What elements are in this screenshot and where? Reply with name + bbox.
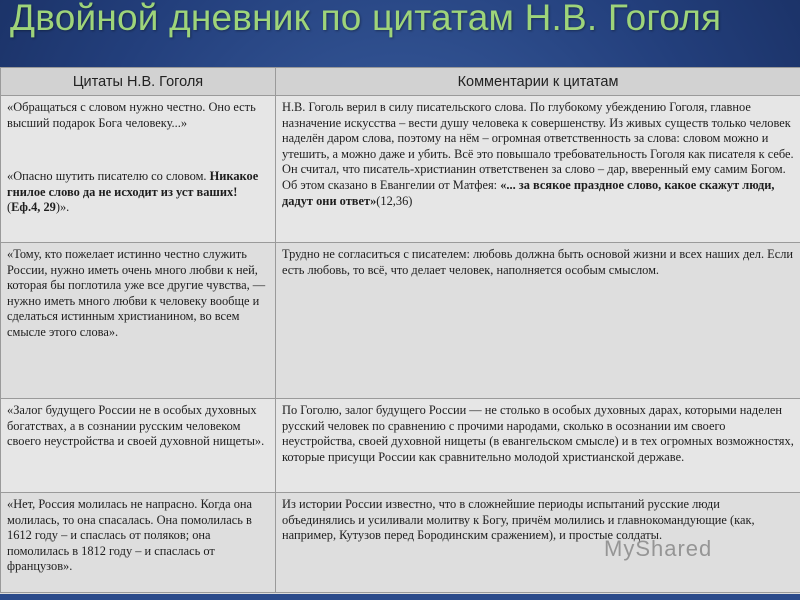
comment-text: Н.В. Гоголь верил в силу писательского слова. По глубокому убеждению Гоголя, главное назначение искусства – вести душу человека к совершенству. Из живых существ только человек наделён даром слова, поэтому на нём – огромная ответственность за слова: словом можно и утешить, а можно даже и убить. Всё это повышало требовательность Гоголя как писателя к себе. Он считал, что писатель-христианин ответственен за слово – дар, вверенный ему самим Богом. Об этом сказано в Евангелии от Матфея: bbox=[282, 100, 794, 192]
table-row bbox=[1, 96, 800, 243]
comment-text: По Гоголю, залог будущего России — не столько в особых духовных дарах, которыми наделен русский человек по сравнению с прочими народами, сколько в осознании им своего неустройства, своей духовной нищеты (в евангельском смысле) и в тех огромных возможностях, которые присущи России как сравнительно молодой христианской державе. bbox=[282, 403, 794, 464]
quote-text: «Нет, Россия молилась не напрасно. Когда она молилась, то она спасалась. Она помолилась в 1612 году – и спаслась от поляков; она помолилась в 1812 году – и спаслась от французов». bbox=[7, 497, 253, 574]
quote-cell bbox=[1, 96, 276, 243]
quote-text: «Обращаться с словом нужно честно. Оно есть высший подарок Бога человеку...» bbox=[7, 100, 256, 130]
quotes-table bbox=[0, 67, 800, 593]
quote-cell bbox=[1, 399, 276, 493]
table-row bbox=[1, 243, 800, 399]
quote-cell bbox=[1, 493, 276, 593]
quote-text: )». bbox=[55, 200, 70, 215]
comment-cell bbox=[276, 243, 800, 399]
quotes-table-container bbox=[0, 67, 800, 595]
watermark: MyShared bbox=[604, 536, 713, 561]
quote-text: «Опасно шутить писателю со словом. bbox=[7, 169, 210, 184]
quote-bold-text: Никакое гнилое слово да не исходит из уст ваших! bbox=[7, 169, 259, 199]
comment-cell bbox=[276, 399, 800, 493]
bottom-bar bbox=[0, 594, 800, 600]
table-row bbox=[1, 399, 800, 493]
comment-cell bbox=[276, 493, 800, 593]
header-quotes: Цитаты Н.В. Гоголя bbox=[1, 68, 276, 96]
comment-bold-text: «... за всякое праздное слово, какое скажут люди, дадут они ответ» bbox=[282, 177, 775, 208]
quote-text: «Залог будущего России не в особых духовных богатствах, а в сознании русским человеком своего неустройства и своей духовной нищеты». bbox=[7, 403, 265, 449]
quote-reference: Еф.4, 29 bbox=[11, 200, 56, 215]
comment-reference: (12,36) bbox=[376, 193, 413, 208]
quote-text: «Тому, кто пожелает истинно честно служить России, нужно иметь очень много любви к ней, которая бы поглотила уже все другие чувства, — нужно иметь много любви к человеку вообще и сделаться истинным христианином, во всем смысле этого слова». bbox=[7, 247, 266, 339]
table-header-row bbox=[1, 68, 800, 96]
header-comments: Комментарии к цитатам bbox=[276, 68, 800, 96]
quote-cell bbox=[1, 243, 276, 399]
comment-cell bbox=[276, 96, 800, 243]
comment-text: Трудно не согласиться с писателем: любовь должна быть основой жизни и всех наших дел. Если есть любовь, то всё, что делает человек, наполняется особым смыслом. bbox=[282, 247, 794, 277]
slide-title: Двойной дневник по цитатам Н.В. Гоголя bbox=[10, 0, 722, 38]
comment-text: Из истории России известно, что в сложнейшие периоды испытаний русские люди объединялись и усиливали молитву к Богу, причём молились и главнокомандующие (как, например, Кутузов перед Бородинским сражением), и простые солдаты. bbox=[282, 497, 755, 543]
quote-text: ( bbox=[7, 200, 12, 215]
